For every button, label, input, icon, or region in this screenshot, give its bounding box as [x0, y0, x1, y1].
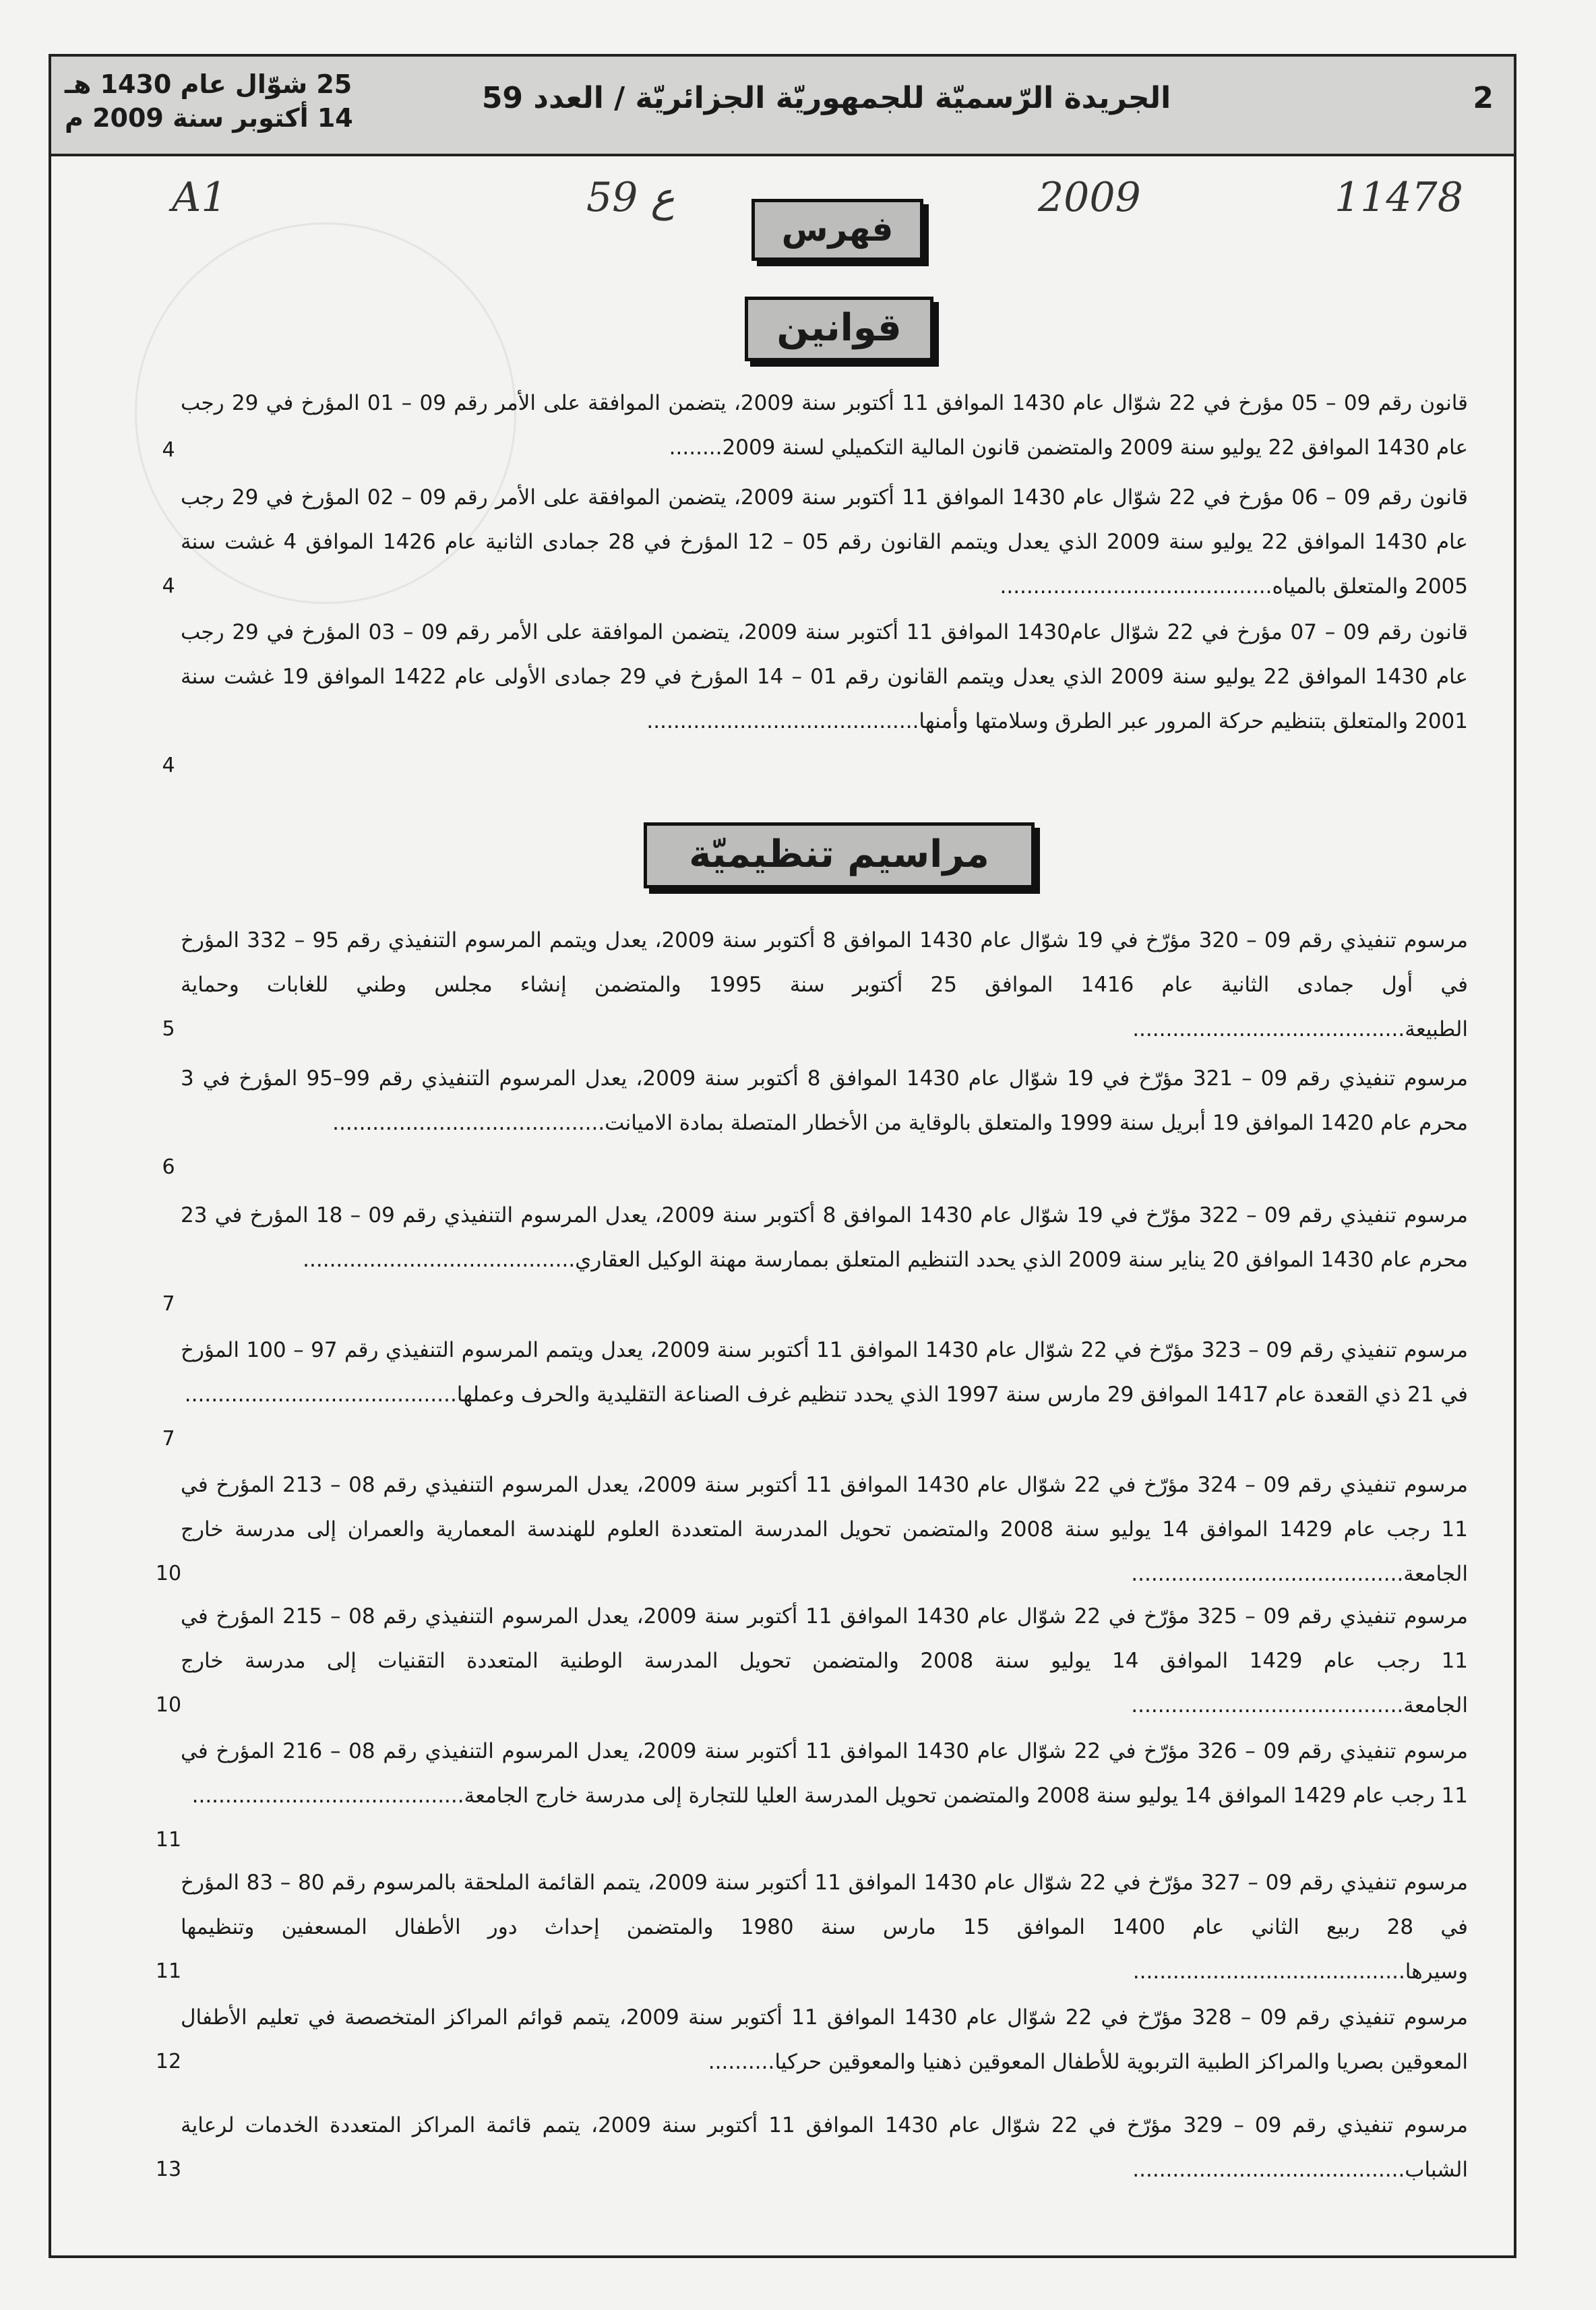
decree-entry	[162, 1193, 1468, 1316]
header-dates	[65, 67, 353, 135]
decree-entry-text: مرسوم تنفيذي رقم 09 – 325 مؤرّخ في 22 شوّال عام 1430 الموافق 11 أكتوبر سنة 2009، يعدل المرسوم التنفيذي رقم 08 – 215 المؤرخ في 11 رجب عام 1429 الموافق 14 يوليو سنة 2008 والمتضمن تحويل المدرسة الوطنية المتعددة التقنيات إلى مدرسة خارج الجامعة.........................................	[181, 1604, 1469, 1718]
handwritten-reference: 11478	[1334, 174, 1463, 221]
decree-entry	[155, 2103, 1468, 2192]
date-hijri: 25 شوّال عام 1430 هـ	[65, 69, 352, 99]
decree-entry	[162, 918, 1468, 1052]
decree-entry-text: مرسوم تنفيذي رقم 09 – 324 مؤرّخ في 22 شوّال عام 1430 الموافق 11 أكتوبر سنة 2009، يعدل المرسوم التنفيذي رقم 08 – 213 المؤرخ في 11 رجب عام 1429 الموافق 14 يوليو سنة 2008 والمتضمن تحويل المدرسة المتعددة العلوم للهندسة المعمارية والعمران إلى مدرسة خارج الجامعة.........................................	[181, 1473, 1468, 1586]
decree-entry-page: 6	[162, 1155, 175, 1179]
decree-entry-text: مرسوم تنفيذي رقم 09 – 323 مؤرّخ في 22 شوّال عام 1430 الموافق 11 أكتوبر سنة 2009، يعدل ويتمم المرسوم التنفيذي رقم 97 – 100 المؤرخ في 21 ذي القعدة عام 1417 الموافق 29 مارس سنة 1997 الذي يحدد تنظيم غرف الصناعة التقليدية والحرف وعملها.........................................	[181, 1338, 1468, 1407]
gazette-header	[51, 57, 1514, 156]
decree-entry-page: 10	[155, 1562, 182, 1585]
law-entry-text: قانون رقم 09 – 06 مؤرخ في 22 شوّال عام 1430 الموافق 11 أكتوبر سنة 2009، يتضمن الموافقة على الأمر رقم 09 – 02 المؤرخ في 29 رجب عام 1430 الموافق 22 يوليو سنة 2009 الذي يعدل ويتمم القانون رقم 05 – 12 المؤرخ في 28 جمادى الثانية عام 1426 الموافق 4 غشت سنة 2005 والمتعلق بالمياه.........................................	[181, 485, 1469, 599]
handwritten-note-a1: A1	[172, 174, 227, 221]
decree-entry	[155, 1729, 1468, 1852]
page-number: 2	[1473, 81, 1494, 115]
decree-entry-page: 10	[155, 1693, 182, 1717]
law-entry-page: 4	[162, 574, 175, 598]
law-entry	[162, 381, 1469, 470]
decree-entry-page: 7	[162, 1427, 175, 1451]
decree-entry-page: 13	[155, 2158, 182, 2181]
decrees-heading: مراسيم تنظيميّة	[644, 822, 1035, 888]
decree-entry-page: 7	[162, 1292, 175, 1316]
law-entry-text: قانون رقم 09 – 05 مؤرخ في 22 شوّال عام 1430 الموافق 11 أكتوبر سنة 2009، يتضمن الموافقة على الأمر رقم 09 – 01 المؤرخ في 29 رجب عام 1430 الموافق 22 يوليو سنة 2009 والمتضمن قانون المالية التكميلي لسنة 2009........	[181, 391, 1469, 460]
decree-entry-text: مرسوم تنفيذي رقم 09 – 320 مؤرّخ في 19 شوّال عام 1430 الموافق 8 أكتوبر سنة 2009، يعدل ويتمم المرسوم التنفيذي رقم 95 – 332 المؤرخ في أول جمادى الثانية عام 1416 الموافق 25 أكتوبر سنة 1995 والمتضمن إنشاء مجلس وطني للغابات وحماية الطبيعة.........................................	[181, 928, 1468, 1041]
decree-entry-text: مرسوم تنفيذي رقم 09 – 326 مؤرّخ في 22 شوّال عام 1430 الموافق 11 أكتوبر سنة 2009، يعدل المرسوم التنفيذي رقم 08 – 216 المؤرخ في 11 رجب عام 1429 الموافق 14 يوليو سنة 2008 والمتضمن تحويل المدرسة العليا للتجارة إلى مدرسة خارج الجامعة.........................................	[181, 1739, 1468, 1808]
decree-entry	[162, 1056, 1468, 1179]
handwritten-issue-code: 59 ع	[586, 174, 675, 221]
decree-entry-page: 12	[155, 2050, 182, 2073]
decree-entry	[162, 1328, 1468, 1451]
decree-entry-text: مرسوم تنفيذي رقم 09 – 322 مؤرّخ في 19 شوّال عام 1430 الموافق 8 أكتوبر سنة 2009، يعدل المرسوم التنفيذي رقم 09 – 18 المؤرخ في 23 محرم عام 1430 الموافق 20 يناير سنة 2009 الذي يحدد التنظيم المتعلق بممارسة مهنة الوكيل العقاري.........................................	[181, 1203, 1468, 1272]
decree-entry-page: 11	[155, 1828, 182, 1852]
gazette-title: الجريدة الرّسميّة للجمهوريّة الجزائريّة / العدد 59	[481, 81, 1171, 115]
decree-entry	[155, 1995, 1469, 2084]
law-entry-page: 4	[162, 754, 175, 777]
index-heading: فهرس	[751, 199, 923, 261]
decree-entry-text: مرسوم تنفيذي رقم 09 – 321 مؤرّخ في 19 شوّال عام 1430 الموافق 8 أكتوبر سنة 2009، يعدل المرسوم التنفيذي رقم 99–95 المؤرخ في 3 محرم عام 1420 الموافق 19 أبريل سنة 1999 والمتعلق بالوقاية من الأخطار المتصلة بمادة الاميانت.........................................	[181, 1066, 1468, 1135]
decree-entry	[155, 1463, 1468, 1596]
decree-entry-text: مرسوم تنفيذي رقم 09 – 328 مؤرّخ في 22 شوّال عام 1430 الموافق 11 أكتوبر سنة 2009، يتمم قوائم المراكز المتخصصة في تعليم الأطفال المعوقين بصريا والمراكز الطبية التربوية للأطفال المعوقين ذهنيا والمعوقين حركيا..........	[181, 2005, 1469, 2074]
decree-entry-page: 5	[162, 1017, 175, 1041]
laws-heading: قوانين	[745, 297, 933, 361]
date-gregorian: 14 أكتوبر سنة 2009 م	[65, 103, 353, 133]
law-entry-text: قانون رقم 09 – 07 مؤرخ في 22 شوّال عام1430 الموافق 11 أكتوبر سنة 2009، يتضمن الموافقة على الأمر رقم 09 – 03 المؤرخ في 29 رجب عام 1430 الموافق 22 يوليو سنة 2009 الذي يعدل ويتمم القانون رقم 01 – 14 المؤرخ في 29 جمادى الأولى عام 1422 الموافق 19 غشت سنة 2001 والمتعلق بتنظيم حركة المرور عبر الطرق وسلامتها وأمنها.........................................	[181, 620, 1468, 733]
decree-entry-text: مرسوم تنفيذي رقم 09 – 329 مؤرّخ في 22 شوّال عام 1430 الموافق 11 أكتوبر سنة 2009، يتمم قائمة المراكز المتعددة الخدمات لرعاية الشباب.........................................	[181, 2113, 1468, 2182]
law-entry	[162, 610, 1468, 777]
law-entry	[162, 475, 1469, 609]
decree-entry	[155, 1860, 1469, 1994]
handwritten-year: 2009	[1038, 174, 1141, 221]
decree-entry-text: مرسوم تنفيذي رقم 09 – 327 مؤرّخ في 22 شوّال عام 1430 الموافق 11 أكتوبر سنة 2009، يتمم القائمة الملحقة بالمرسوم رقم 80 – 83 المؤرخ في 28 ربيع الثاني عام 1400 الموافق 15 مارس سنة 1980 والمتضمن إحداث دور الأطفال المسعفين وتنظيمها وسيرها.........................................	[181, 1871, 1469, 1984]
law-entry-page: 4	[162, 438, 175, 462]
decree-entry-page: 11	[155, 1959, 182, 1983]
decree-entry	[155, 1594, 1469, 1728]
